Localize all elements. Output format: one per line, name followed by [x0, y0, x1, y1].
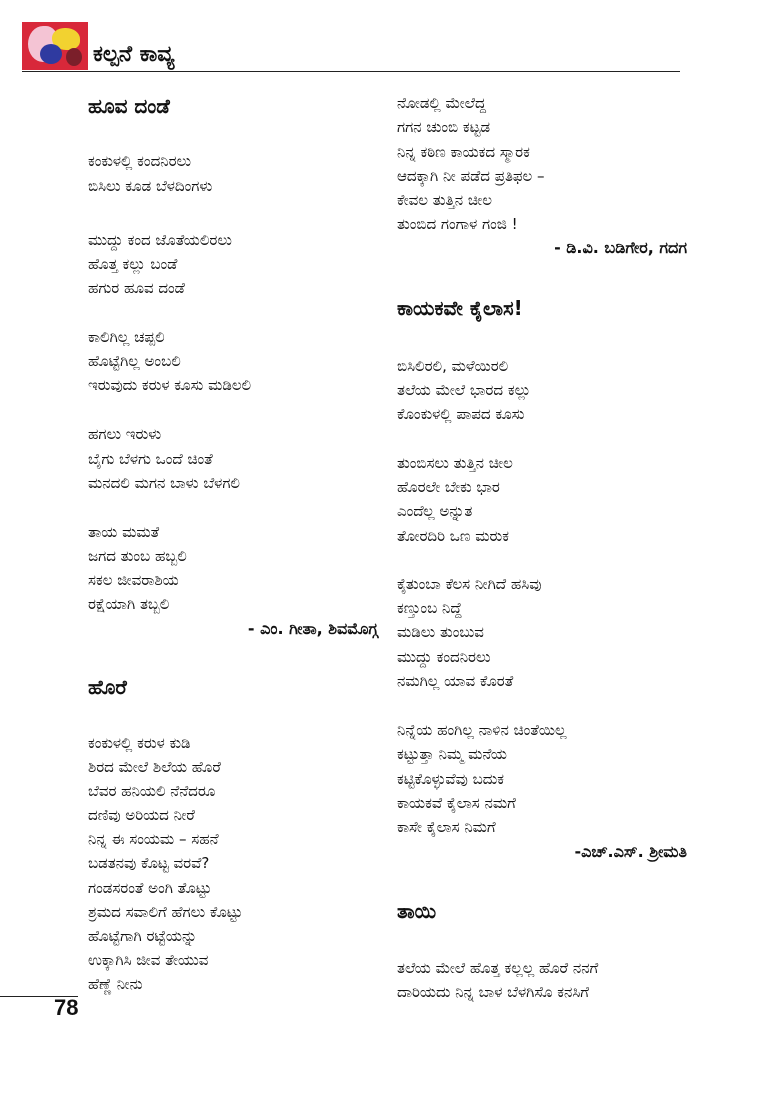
- poem-line: ಕಾಲಿಗಿಲ್ಲ ಚಪ್ಪಲಿ: [88, 328, 165, 346]
- poem-line: ಮುದ್ದು ಕಂದನಿರಲು: [397, 648, 491, 666]
- poem-title: ತಾಯಿ: [397, 899, 437, 923]
- magazine-logo: [22, 22, 88, 70]
- poem-line: ಕೇವಲ ತುತ್ತಿನ ಚೀಲ: [397, 191, 492, 209]
- poem-line: ಕಟ್ಟಿಕೊಳ್ಳುವೆವು ಬದುಕ: [397, 770, 504, 788]
- poem-line: ಕಂಕುಳಲ್ಲಿ ಕಂದನಿರಲು: [88, 152, 192, 170]
- poem-line: ಇರುವುದು ಕರುಳ ಕೂಸು ಮಡಿಲಲಿ: [88, 376, 252, 394]
- poem-line: ಹೆಣ್ಣೆ ನೀನು: [88, 975, 143, 993]
- header-rule: [22, 71, 680, 72]
- poem-line: ಹಗುರ ಹೂವ ದಂಡೆ: [88, 279, 185, 297]
- section-title: ಕಲ್ಪನೆ ಕಾವ್ಯ: [93, 42, 175, 67]
- poem-line: ಆದಕ್ಕಾಗಿ ನೀ ಪಡೆದ ಪ್ರತಿಫಲ –: [397, 167, 545, 185]
- poem-line: ಕೊಂಕುಳಲ್ಲಿ ಪಾಪದ ಕೂಸು: [397, 405, 525, 423]
- poem-line: ಮನದಲಿ ಮಗನ ಬಾಳು ಬೆಳಗಲಿ: [88, 474, 240, 492]
- poem-title: ಹೂವ ದಂಡೆ: [88, 94, 170, 118]
- poem-line: ಎಂದೆಲ್ಲ ಅನ್ನುತ: [397, 502, 473, 520]
- poem-line: ಹೊಟ್ಟೆಗಿಲ್ಲ ಅಂಬಲಿ: [88, 352, 181, 370]
- poem-credit: - ಎಂ. ಗೀತಾ, ಶಿವಮೊಗ್ಗ: [247, 619, 378, 638]
- poem-line: ರಕ್ಷೆಯಾಗಿ ತಬ್ಬಲಿ: [88, 595, 170, 613]
- poem-line: ಬೆವರ ಹನಿಯಲಿ ನೆನೆದರೂ: [88, 782, 216, 800]
- poem-line: ಗಂಡಸರಂತೆ ಅಂಗಿ ತೊಟ್ಟು: [88, 879, 212, 897]
- poem-line: ತಲೆಯ ಮೇಲೆ ಹೊತ್ತ ಕಲ್ಲಲ್ಲ ಹೊರೆ ನನಗೆ: [397, 959, 599, 977]
- poem-line: ಉಕ್ಕಾಗಿಸಿ ಜೀವ ತೇಯುವ: [88, 951, 209, 969]
- poem-credit: - ಡಿ.ವಿ. ಬಡಿಗೇರ, ಗದಗ: [554, 238, 687, 257]
- poem-line: ಬಡತನವು ಕೊಟ್ಟ ವರವೆ?: [88, 854, 210, 872]
- poem-line: ನಮಗಿಲ್ಲ ಯಾವ ಕೊರತೆ: [397, 672, 514, 690]
- poem-line: ತುಂಬಿದ ಗಂಗಾಳ ಗಂಜಿ !: [397, 215, 518, 233]
- poem-line: ಹೊತ್ತ ಕಲ್ಲು ಬಂಡೆ: [88, 255, 178, 273]
- poem-line: ತಲೆಯ ಮೇಲೆ ಭಾರದ ಕಲ್ಲು: [397, 381, 531, 399]
- poem-line: ಕಂಕುಳಲ್ಲಿ ಕರುಳ ಕುಡಿ: [88, 734, 191, 752]
- poem-line: ಶಿರದ ಮೇಲೆ ಶಿಲೆಯ ಹೊರೆ: [88, 758, 221, 776]
- poem-line: ಕೈತುಂಬಾ ಕೆಲಸ ನೀಗಿದೆ ಹಸಿವು: [397, 575, 542, 593]
- poem-line: ಹೊರಲೇ ಬೇಕು ಭಾರ: [397, 478, 500, 496]
- poem-line: ದಣಿವು ಅರಿಯದ ನೀರೆ: [88, 806, 195, 824]
- poem-line: ಕಟ್ಟುತ್ತಾ ನಿಮ್ಮ ಮನೆಯ: [397, 745, 507, 763]
- poem-line: ಹೊಟ್ಟೆಗಾಗಿ ರಟ್ಟೆಯನ್ನು: [88, 927, 198, 945]
- poem-line: ಮಡಿಲು ತುಂಬುವ: [397, 623, 484, 641]
- poem-line: ತುಂಬಿಸಲು ತುತ್ತಿನ ಚೀಲ: [397, 454, 513, 472]
- poem-line: ನೋಡಲ್ಲಿ ಮೇಲೆದ್ದ: [397, 94, 487, 112]
- poem-line: ಕಾಸೇ ಕೈಲಾಸ ನಿಮಗೆ: [397, 818, 496, 836]
- poem-line: ಬಿಸಿಲು ಕೂಡ ಬೆಳದಿಂಗಳು: [88, 177, 213, 195]
- poem-line: ಜಗದ ತುಂಬ ಹಬ್ಬಲಿ: [88, 547, 187, 565]
- poem-line: ದಾರಿಯದು ನಿನ್ನ ಬಾಳ ಬೆಳಗಿಸೊ ಕನಸಿಗೆ: [397, 983, 589, 1001]
- poem-line: ಶ್ರಮದ ಸವಾಲಿಗೆ ಹೆಗಲು ಕೊಟ್ಟು: [88, 903, 243, 921]
- poem-line: ನಿನ್ನೆಯ ಹಂಗಿಲ್ಲ ನಾಳಿನ ಚಿಂತೆಯಿಲ್ಲ: [397, 721, 567, 739]
- poem-line: ನಿನ್ನ ಕಠಿಣ ಕಾಯಕದ ಸ್ಮಾರಕ: [397, 143, 530, 161]
- page-number: 78: [54, 995, 79, 1020]
- poem-title: ಹೊರೆ: [88, 675, 127, 699]
- poem-line: ತಾಯ ಮಮತೆ: [88, 523, 160, 541]
- poem-line: ಕಣ್ತುಂಬ ನಿದ್ದೆ: [397, 599, 462, 617]
- poem-line: ನಿನ್ನ ಈ ಸಂಯಮ – ಸಹನೆ: [88, 830, 219, 848]
- poem-line: ಬಿಸಿಲಿರಲಿ, ಮಳೆಯಿರಲಿ: [397, 357, 509, 375]
- poem-title: ಕಾಯಕವೇ ಕೈಲಾಸ!: [397, 296, 523, 320]
- poem-line: ಬೈಗು ಬೆಳಗು ಒಂದೆ ಚಿಂತೆ: [88, 450, 213, 468]
- poem-line: ಮುದ್ದು ಕಂದ ಜೊತೆಯಲಿರಲು: [88, 231, 232, 249]
- poem-line: ಗಗನ ಚುಂಬಿ ಕಟ್ಟಡ: [397, 118, 491, 136]
- poem-credit: -ಎಚ್.ಎಸ್. ಶ್ರೀಮತಿ: [574, 842, 687, 861]
- poem-line: ತೋರದಿರಿ ಒಣ ಮರುಕ: [397, 527, 509, 545]
- poem-line: ಸಕಲ ಜೀವರಾಶಿಯ: [88, 571, 179, 589]
- poem-line: ಹಗಲು ಇರುಳು: [88, 425, 162, 443]
- poem-line: ಕಾಯಕವೆ ಕೈಲಾಸ ನಮಗೆ: [397, 794, 516, 812]
